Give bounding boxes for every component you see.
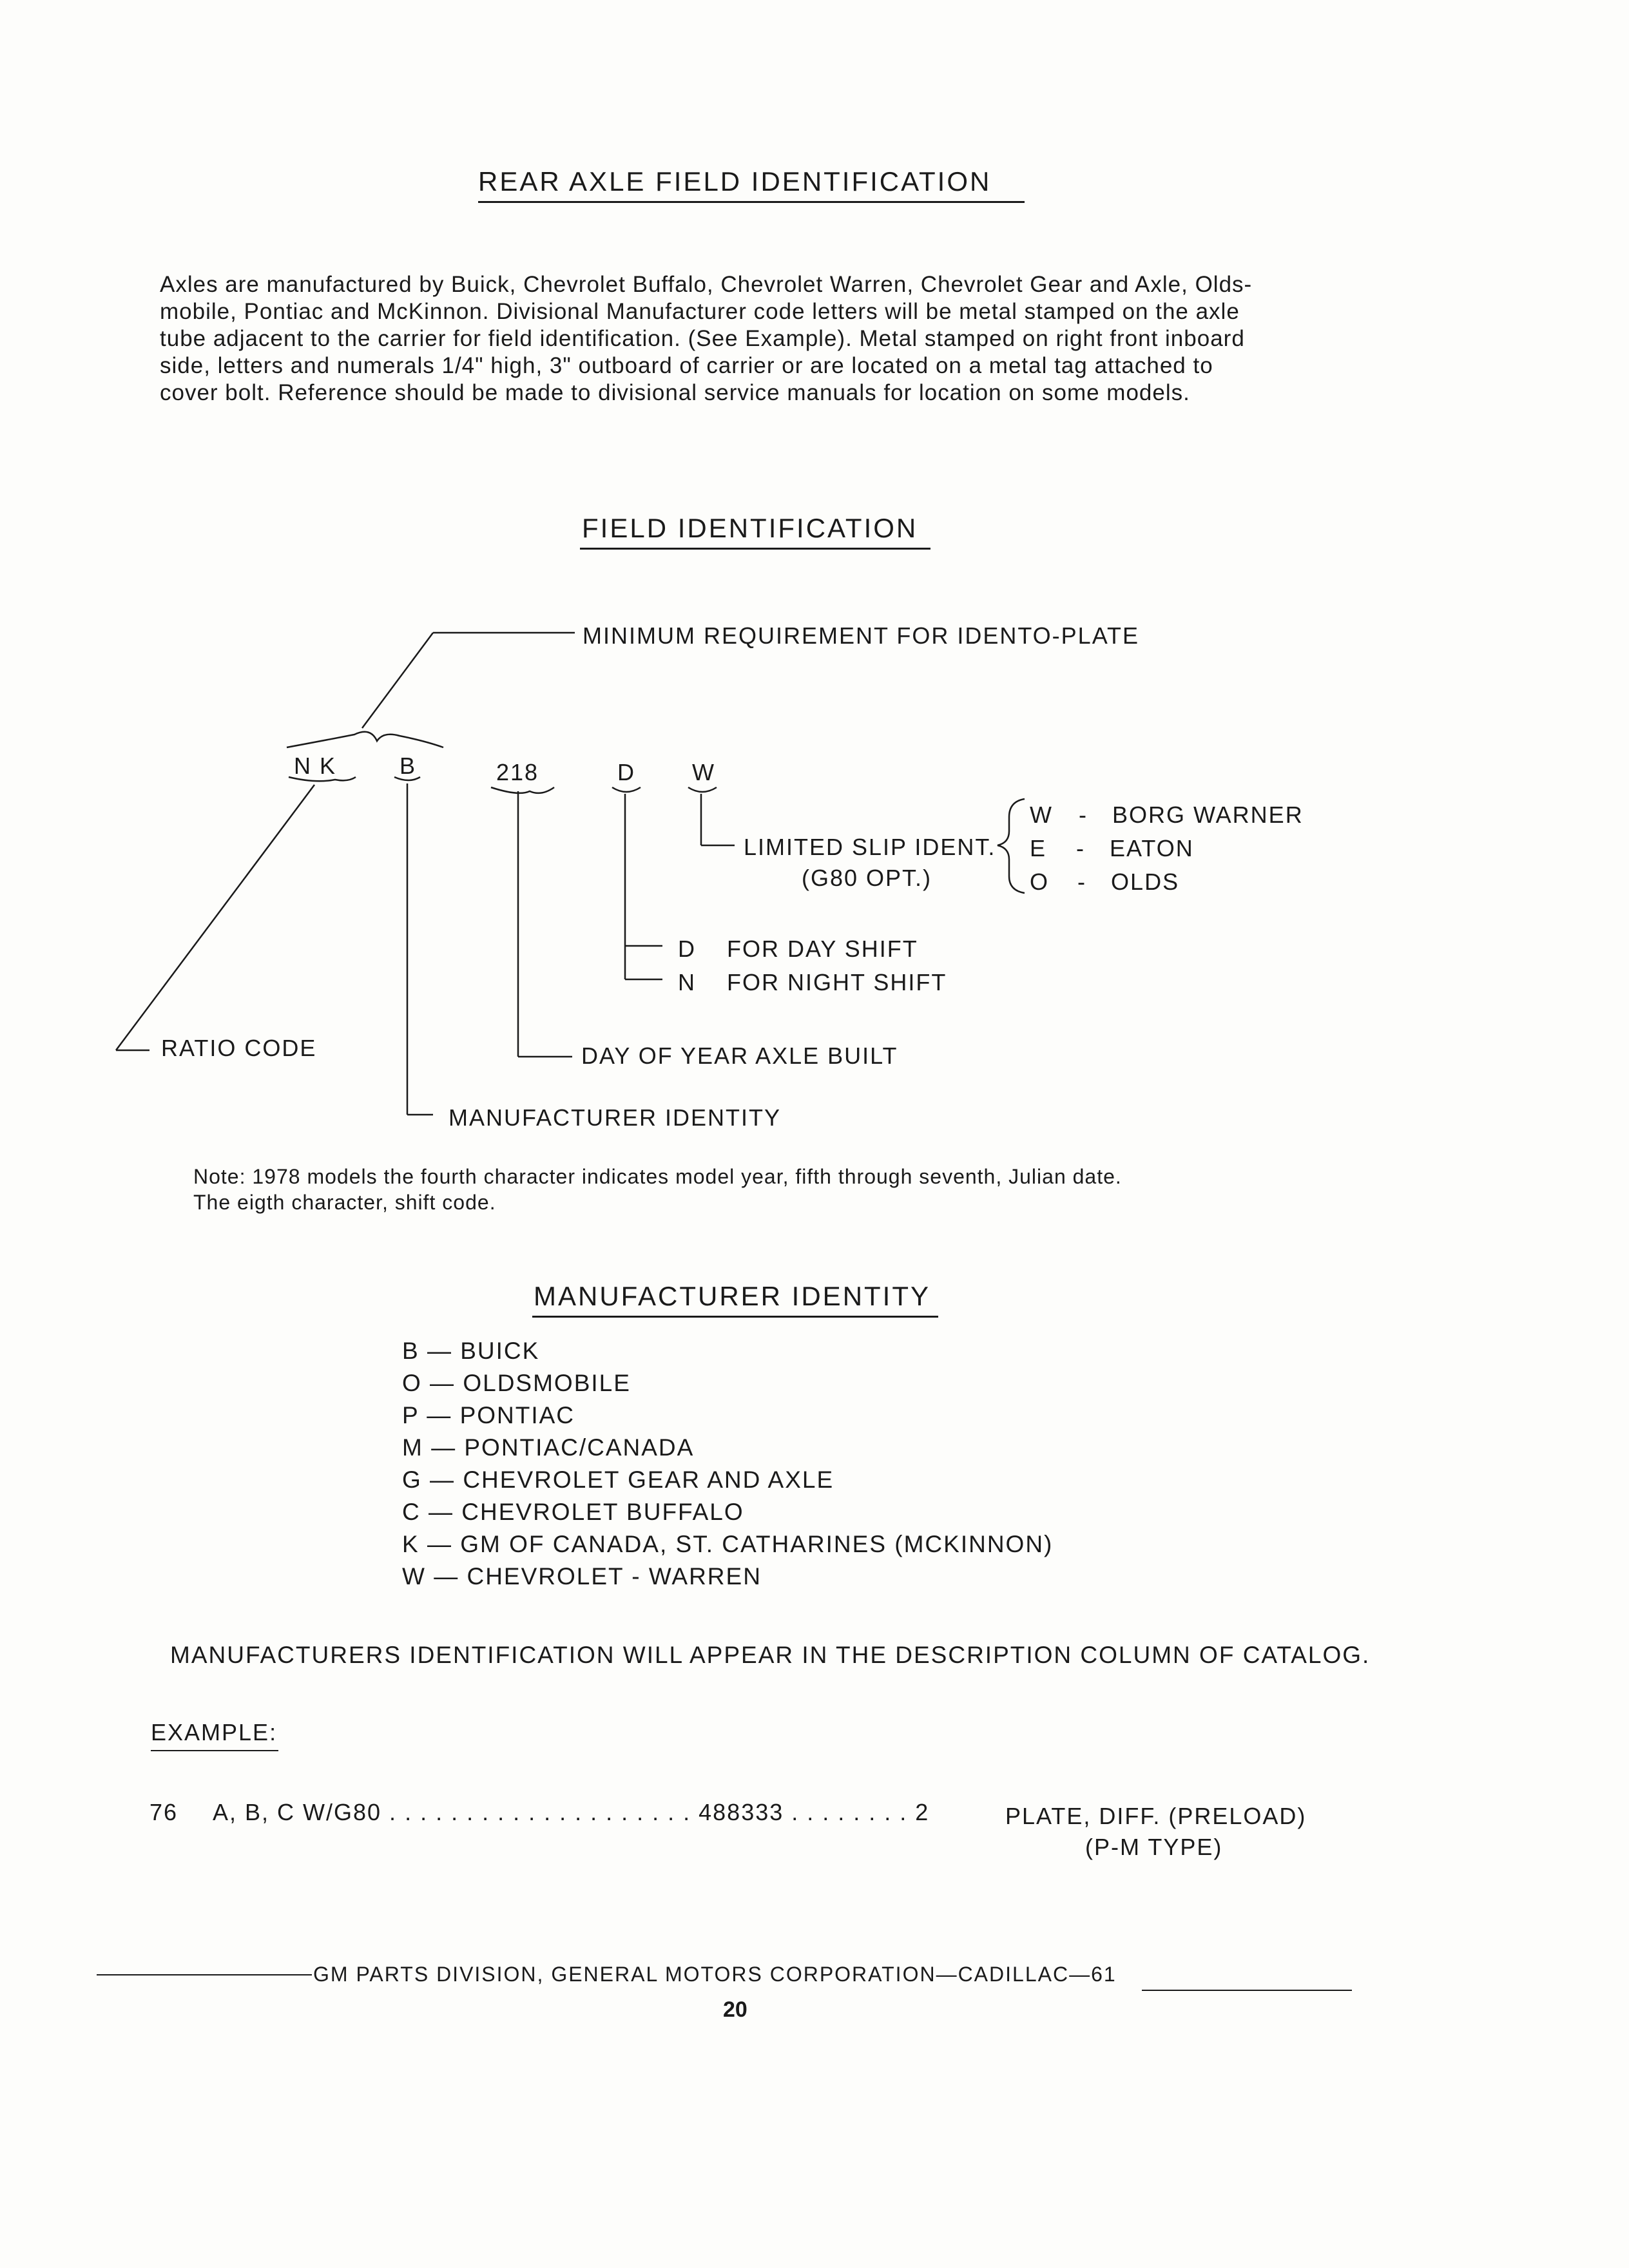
slip-option-name: EATON (1110, 835, 1194, 861)
night-shift-label: N FOR NIGHT SHIFT (678, 969, 947, 995)
mfr-item: M — PONTIAC/CANADA (402, 1434, 695, 1461)
intro-line: side, letters and numerals 1/4" high, 3" outboard of carrier or are located on a metal tag attached to (160, 353, 1213, 378)
note-line: The eigth character, shift code. (193, 1191, 496, 1214)
min-requirement-label: MINIMUM REQUIREMENT FOR IDENTO-PLATE (583, 622, 1140, 649)
slip-option-code: O (1030, 869, 1050, 895)
mfr-item: W — CHEVROLET - WARREN (402, 1563, 762, 1590)
slip-options-brace (998, 799, 1025, 893)
page-number: 20 (723, 1997, 747, 2022)
mfr-item: P — PONTIAC (402, 1402, 575, 1428)
mfr-item: O — OLDSMOBILE (402, 1370, 631, 1396)
mfr-heading-underline (532, 1316, 938, 1318)
slip-option-code: E (1030, 835, 1047, 861)
mfr-item: K — GM OF CANADA, ST. CATHARINES (MCKINNON) (402, 1531, 1054, 1557)
ratio-code-label: RATIO CODE (161, 1035, 317, 1061)
slip-option-name: OLDS (1111, 869, 1180, 895)
min-req-slant (362, 633, 433, 728)
mfr-item: B — BUICK (402, 1338, 540, 1364)
field-id-heading: FIELD IDENTIFICATION (582, 513, 918, 543)
day-shift-label: D FOR DAY SHIFT (678, 936, 918, 962)
g80-label: (G80 OPT.) (802, 865, 932, 891)
d-brace (612, 787, 641, 792)
intro-line: mobile, Pontiac and McKinnon. Divisional Manufacturer code letters will be metal stamped on the axle (160, 299, 1240, 324)
example-models: A, B, C W/G80 . . . . . . . . . . . . . . . . . . . . 488333 . . . . . . . . 2 (213, 1799, 930, 1825)
top-brace (287, 732, 443, 747)
intro-line: cover bolt. Reference should be made to divisional service manuals for location on some models. (160, 380, 1190, 405)
example-year: 76 (149, 1799, 178, 1825)
slip-option-sep: - (1076, 835, 1086, 861)
intro-line: Axles are manufactured by Buick, Chevrolet Buffalo, Chevrolet Warren, Chevrolet Gear and Axle, Olds- (160, 272, 1253, 297)
slip-option-code: W (1030, 802, 1053, 828)
footer-rule-left (97, 1974, 312, 1975)
mfr-heading: MANUFACTURER IDENTITY (534, 1281, 931, 1311)
slip-option-sep: - (1077, 869, 1087, 895)
page-title: REAR AXLE FIELD IDENTIFICATION (478, 166, 992, 197)
example-label: EXAMPLE: (151, 1719, 278, 1745)
example-underline (151, 1750, 278, 1751)
slip-option (1030, 835, 1194, 862)
example-description-type: (P-M TYPE) (1085, 1834, 1223, 1860)
code-day: 218 (496, 759, 539, 785)
day-of-year-label: DAY OF YEAR AXLE BUILT (581, 1043, 898, 1069)
limited-slip-label: LIMITED SLIP IDENT. (744, 834, 996, 860)
intro-line: tube adjacent to the carrier for field identification. (See Example). Metal stamped on right front inboard (160, 326, 1245, 351)
note-line: Note: 1978 models the fourth character indicates model year, fifth through seventh, Julian date. (193, 1165, 1122, 1188)
code-slip: W (692, 759, 715, 785)
slip-option (1030, 869, 1179, 896)
catalog-statement: MANUFACTURERS IDENTIFICATION WILL APPEAR IN THE DESCRIPTION COLUMN OF CATALOG. (170, 1642, 1371, 1668)
code-ratio: N K (294, 753, 337, 779)
slip-option (1030, 802, 1304, 829)
slip-option-name: BORG WARNER (1112, 802, 1304, 828)
example-description: PLATE, DIFF. (PRELOAD) (1005, 1803, 1307, 1829)
footer-text: GM PARTS DIVISION, GENERAL MOTORS CORPORATION—CADILLAC—61 (313, 1963, 1117, 1986)
218-brace (491, 787, 554, 793)
code-manufacturer: B (400, 753, 417, 779)
mfr-item: G — CHEVROLET GEAR AND AXLE (402, 1466, 834, 1493)
mfr-item: C — CHEVROLET BUFFALO (402, 1499, 744, 1525)
footer-rule-right (1142, 1990, 1352, 1991)
slip-option-sep: - (1079, 802, 1088, 828)
manufacturer-identity-label: MANUFACTURER IDENTITY (448, 1104, 782, 1131)
w-brace (688, 787, 717, 792)
code-shift: D (617, 759, 635, 785)
ratio-slant (116, 785, 314, 1050)
